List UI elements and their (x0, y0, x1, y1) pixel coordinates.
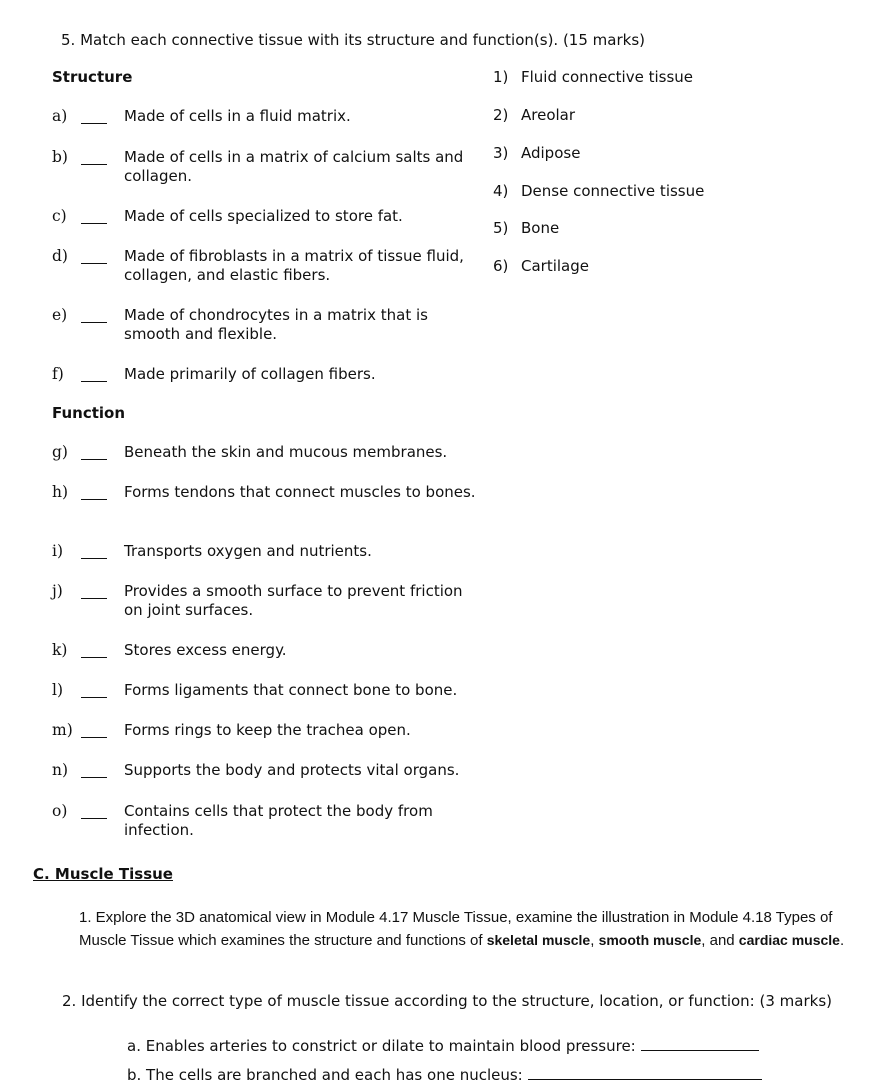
item-letter: d) (52, 247, 68, 265)
answer-blank[interactable] (81, 223, 107, 224)
answer-blank[interactable] (81, 558, 107, 559)
choice-number: 3) (493, 144, 509, 162)
item-description: Stores excess energy. (124, 641, 287, 659)
item-letter: h) (52, 483, 69, 501)
choice-label: Fluid connective tissue (521, 68, 694, 86)
item-description: Beneath the skin and mucous membranes. (124, 443, 448, 461)
match-item (0, 761, 480, 801)
match-item (0, 306, 480, 346)
item-description: Supports the body and protects vital organs. (124, 761, 460, 779)
item-letter: j) (52, 582, 63, 600)
answer-blank[interactable] (81, 164, 107, 165)
choice-number: 5) (493, 219, 509, 237)
function-heading: Function (52, 404, 126, 422)
item-letter: n) (52, 761, 69, 779)
item-letter: k) (52, 641, 68, 659)
answer-blank[interactable] (81, 598, 107, 599)
choice-label: Areolar (521, 106, 576, 124)
item-letter: c) (52, 207, 67, 225)
section-c-instruction-2: 2. Identify the correct type of muscle tissue according to the structure, location, or function: (3 marks) (62, 992, 832, 1010)
answer-blank[interactable] (81, 818, 107, 819)
answer-blank-2b[interactable] (528, 1067, 762, 1080)
section-c-title: C. Muscle Tissue (33, 865, 173, 883)
match-item (0, 641, 480, 681)
match-item (0, 681, 480, 721)
item-description: Made of cells in a matrix of calcium salts and collagen. (124, 148, 464, 185)
answer-blank-2a[interactable] (641, 1038, 759, 1051)
match-item (0, 582, 480, 622)
tissue-choice (493, 68, 693, 86)
answer-blank[interactable] (81, 322, 107, 323)
answer-blank[interactable] (81, 263, 107, 264)
answer-blank[interactable] (81, 123, 107, 124)
answer-blank[interactable] (81, 381, 107, 382)
match-item (0, 721, 480, 761)
tissue-choice (493, 106, 575, 124)
item-description: Forms tendons that connect muscles to bones. (124, 483, 476, 501)
answer-blank[interactable] (81, 777, 107, 778)
answer-blank[interactable] (81, 499, 107, 500)
item-letter: g) (52, 443, 68, 461)
match-item (0, 542, 480, 582)
tissue-choice (493, 219, 559, 237)
term-skeletal-muscle: skeletal muscle (486, 932, 591, 948)
match-item (0, 247, 480, 287)
separator: , and (701, 932, 739, 949)
choice-label: Dense connective tissue (521, 182, 705, 200)
tissue-choice (493, 257, 589, 275)
choice-number: 6) (493, 257, 509, 275)
match-item (0, 802, 480, 842)
tissue-choice (493, 144, 580, 162)
match-item (0, 107, 480, 147)
choice-label: Cartilage (521, 257, 589, 275)
question-2a-text: a. Enables arteries to constrict or dilate to maintain blood pressure: (127, 1037, 636, 1055)
item-description: Made of chondrocytes in a matrix that is smooth and flexible. (124, 306, 428, 343)
answer-blank[interactable] (81, 697, 107, 698)
match-item (0, 483, 480, 523)
item-letter: e) (52, 306, 68, 324)
match-item (0, 443, 480, 483)
match-item (0, 148, 480, 188)
terminal-period: . (839, 932, 845, 949)
item-description: Made of fibroblasts in a matrix of tissue fluid, collagen, and elastic fibers. (124, 247, 464, 284)
item-letter: o) (52, 802, 68, 820)
term-cardiac-muscle: cardiac muscle (738, 932, 840, 948)
question-5-title: 5. Match each connective tissue with its structure and function(s). (15 marks) (61, 31, 645, 49)
item-description: Made of cells specialized to store fat. (124, 207, 403, 225)
item-description: Made primarily of collagen fibers. (124, 365, 376, 383)
choice-number: 2) (493, 106, 509, 124)
item-description: Contains cells that protect the body from infection. (124, 802, 433, 839)
choice-label: Bone (521, 219, 560, 237)
question-2b (127, 1066, 762, 1084)
item-description: Provides a smooth surface to prevent friction on joint surfaces. (124, 582, 463, 619)
separator: , (590, 932, 599, 949)
answer-blank[interactable] (81, 459, 107, 460)
match-item (0, 365, 480, 405)
item-letter: m) (52, 721, 73, 739)
item-letter: a) (52, 107, 68, 125)
answer-blank[interactable] (81, 737, 107, 738)
section-c-instruction-1 (79, 906, 869, 952)
item-description: Forms rings to keep the trachea open. (124, 721, 411, 739)
question-2a (127, 1037, 759, 1055)
item-letter: f) (52, 365, 64, 383)
choice-number: 4) (493, 182, 509, 200)
item-letter: b) (52, 148, 68, 166)
item-letter: l) (52, 681, 64, 699)
item-description: Made of cells in a fluid matrix. (124, 107, 351, 125)
term-smooth-muscle: smooth muscle (598, 932, 702, 948)
question-2b-text: b. The cells are branched and each has one nucleus: (127, 1066, 523, 1084)
item-letter: i) (52, 542, 64, 560)
answer-blank[interactable] (81, 657, 107, 658)
item-description: Forms ligaments that connect bone to bone. (124, 681, 458, 699)
tissue-choice (493, 182, 704, 200)
item-description: Transports oxygen and nutrients. (124, 542, 372, 560)
choice-number: 1) (493, 68, 509, 86)
match-item (0, 207, 480, 247)
instruction-1-text: 1. Explore the 3D anatomical view in Module 4.17 Muscle Tissue, examine the illustration in Module 4.18 Types of Muscle Tissue which examines the structure and functions of (79, 909, 833, 949)
structure-heading: Structure (52, 68, 133, 86)
choice-label: Adipose (521, 144, 581, 162)
